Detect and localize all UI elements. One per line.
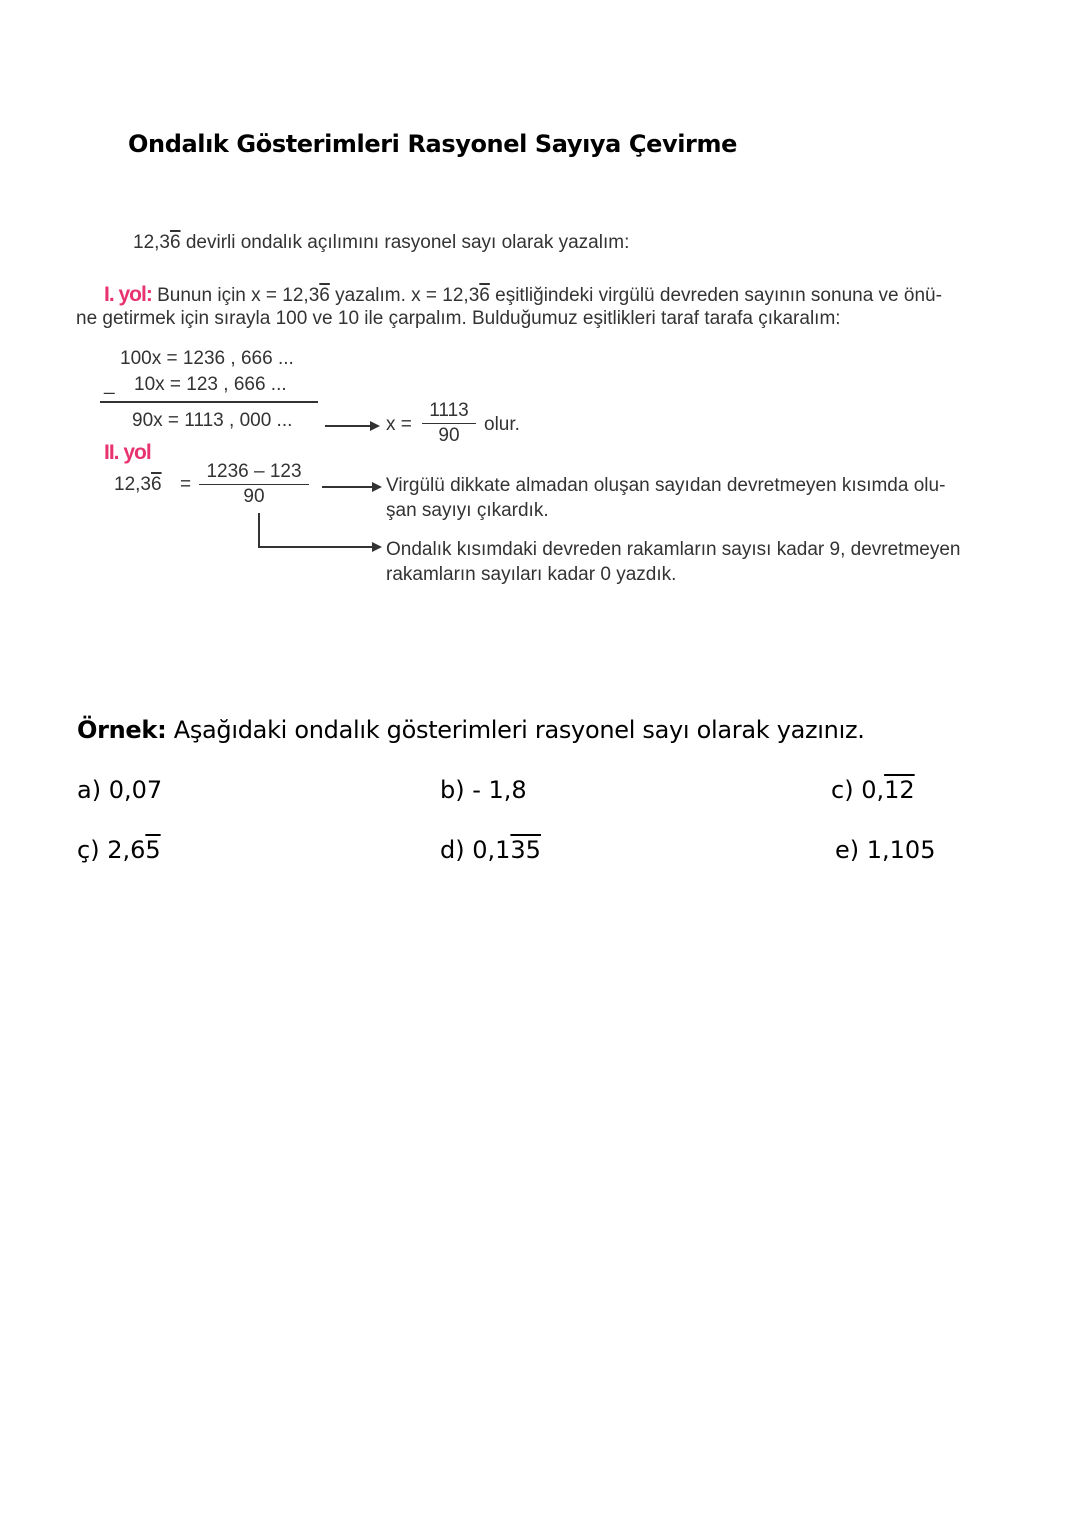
example-item-b: b) - 1,8 xyxy=(440,776,527,804)
method1-label: I. yol: xyxy=(104,283,152,306)
note2-line1: Ondalık kısımdaki devreden rakamların sayısı kadar 9, devretmeyen xyxy=(386,539,961,560)
note2-line2: rakamların sayıları kadar 0 yazdık. xyxy=(386,564,677,585)
intro-number: 12,36 xyxy=(133,232,181,253)
example-item-c-cedilla: ç) 2,65 xyxy=(77,836,161,864)
result-numerator: 1113 xyxy=(422,400,476,424)
note1-line2: şan sayıyı çıkardık. xyxy=(386,500,549,521)
example-label: Örnek: xyxy=(77,716,167,744)
method2-equals: = xyxy=(180,474,192,495)
example-item-a: a) 0,07 xyxy=(77,776,163,804)
method2-denominator: 90 xyxy=(243,486,265,507)
subtraction-line xyxy=(100,401,318,403)
result-denominator: 90 xyxy=(438,425,460,446)
example-heading xyxy=(77,716,865,744)
result-fraction xyxy=(422,400,476,447)
example-item-c: c) 0,12 xyxy=(831,776,915,804)
method2-numerator: 1236 – 123 xyxy=(199,461,309,485)
method2-fraction xyxy=(199,461,309,508)
arrow-note1-head xyxy=(372,482,382,492)
arrow-note2-vertical xyxy=(258,513,260,547)
method2-lhs: 12,36 xyxy=(114,474,162,495)
minus-sign: _ xyxy=(104,374,115,395)
equation-90x: 90x = 1113 , 000 ... xyxy=(132,410,293,431)
intro-text: devirli ondalık açılımını rasyonel sayı olarak yazalım: xyxy=(180,232,630,253)
example-text: Aşağıdaki ondalık gösterimleri rasyonel sayı olarak yazınız. xyxy=(166,716,865,744)
arrow-note1-line xyxy=(322,486,374,488)
equation-100x: 100x = 1236 , 666 ... xyxy=(120,348,294,369)
intro-line xyxy=(133,232,629,254)
result-suffix: olur. xyxy=(484,414,520,435)
method1-line1: I. yol: Bunun için x = 12,36 yazalım. x = 12,36 eşitliğindeki virgülü devreden sayının sonuna ve önü- xyxy=(104,283,942,306)
arrow-line xyxy=(325,425,371,427)
arrow-note2-horizontal xyxy=(258,546,374,548)
equation-10x: 10x = 123 , 666 ... xyxy=(134,374,287,395)
arrow-head xyxy=(370,421,380,431)
method2-label: II. yol xyxy=(104,441,151,464)
note1-line1: Virgülü dikkate almadan oluşan sayıdan devretmeyen kısımda olu- xyxy=(386,475,946,496)
result-x: x = xyxy=(386,414,412,435)
example-item-e: e) 1,105 xyxy=(835,836,936,864)
method1-line2: ne getirmek için sırayla 100 ve 10 ile çarpalım. Bulduğumuz eşitlikleri taraf tarafa çıkaralım: xyxy=(76,308,841,329)
example-item-d: d) 0,135 xyxy=(440,836,541,864)
page-title: Ondalık Gösterimleri Rasyonel Sayıya Çevirme xyxy=(128,130,737,158)
arrow-note2-head xyxy=(372,542,382,552)
